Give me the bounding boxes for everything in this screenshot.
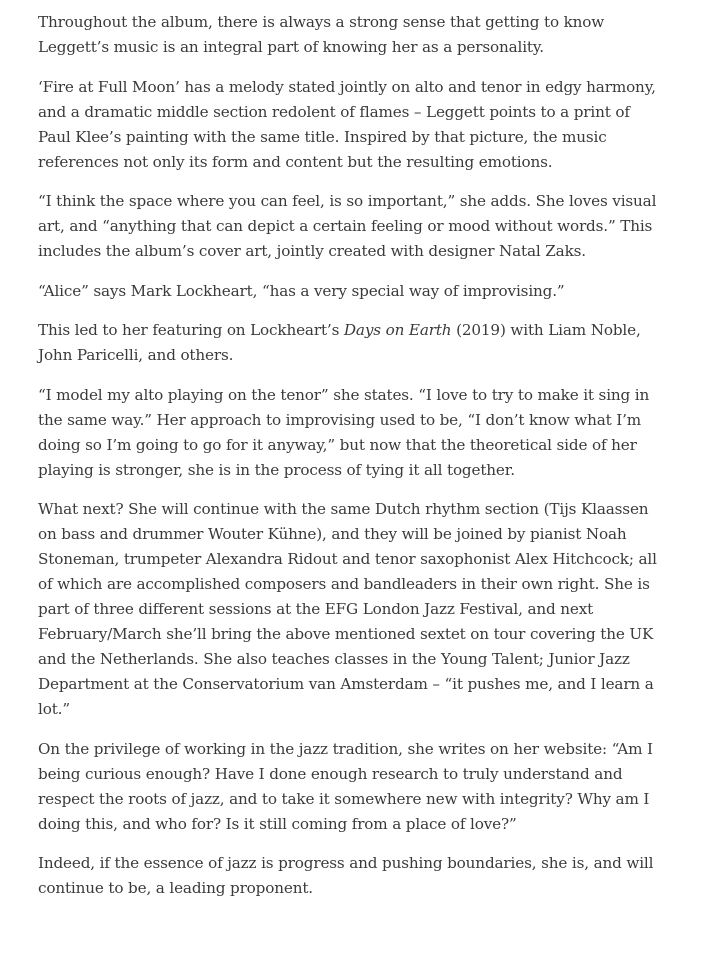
paragraph-album-sense: Throughout the album, there is always a strong sense that getting to know Leggett’s music is an integral part of knowing her as a personality. (38, 13, 605, 56)
album-title-days-on-earth: Days on Earth (343, 321, 452, 339)
paragraph-alto-on-tenor: “I model my alto playing on the tenor” she states. “I love to try to make it sing in the same way.” Her approach to improvising used to be, “I don’t know what I’m doing so I’m going to go for it anyway,” but now that the theoretical side of her playing is stronger, she is in the process of tying it all together. (38, 385, 650, 479)
paragraph-what-next: What next? She will continue with the same Dutch rhythm section (Tijs Klaassen on bass and drummer Wouter Kühne), and they will be joined by pianist Noah Stoneman, trumpeter Alexandra Ridout and tenor saxophonist Alex Hitchcock; all of which are accomplished composers and bandleaders in their own right. She is part of three different sessions at the EFG London Jazz Festival, and next February/March she’ll bring the above mentioned sextet on tour covering the UK and the Netherlands. She also teaches classes in the Young Talent; Junior Jazz Department at the Conservatorium van Amsterdam – “it pushes me, and I learn a lot.” (38, 500, 657, 718)
article-body (38, 10, 658, 916)
paragraph-space-to-feel: “I think the space where you can feel, is so important,” she adds. She loves visual art, and “anything that can depict a certain feeling or mood without words.” This includes the album’s cover art, jointly created with designer Natal Zaks. (38, 192, 657, 260)
days-on-earth-text-after: (2019) with Liam Noble, John Paricelli, and others. (38, 321, 641, 364)
days-on-earth-text-before: This led to her featuring on Lockheart’s (38, 321, 344, 339)
paragraph-lockheart-quote: “Alice” says Mark Lockheart, “has a very special way of improvising.” (38, 281, 565, 300)
paragraph-fire-at-full-moon: ‘Fire at Full Moon’ has a melody stated jointly on alto and tenor in edgy harmony, and a dramatic middle section redolent of flames – Leggett points to a print of Paul Klee’s painting with the same title. Inspired by that picture, the music references not only its form and content but the resulting emotions. (38, 77, 656, 171)
paragraph-days-on-earth (38, 318, 658, 368)
paragraph-jazz-tradition: On the privilege of working in the jazz tradition, she writes on her website: “Am I being curious enough? Have I done enough research to truly understand and respect the roots of jazz, and to take it somewhere new with integrity? Why am I doing this, and who for? Is it still coming from a place of love?” (38, 739, 653, 833)
paragraph-conclusion: Indeed, if the essence of jazz is progress and pushing boundaries, she is, and will continue to be, a leading proponent. (38, 854, 654, 897)
